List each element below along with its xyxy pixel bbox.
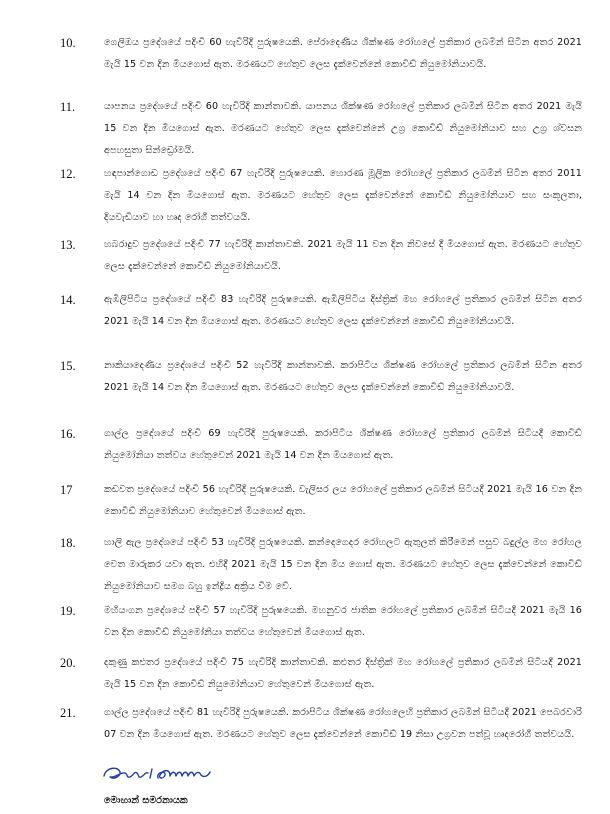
item-number: 11. xyxy=(60,100,76,114)
item-number: 19. xyxy=(60,604,76,618)
handwritten-signature xyxy=(100,762,230,788)
item-text: මහියංගන ප්‍රදේශයේ පදිංචි 57 හැවිරිදි පුරුෂයෙකි. මහනුවර ජාතික රෝහලේ ප්‍රතිකාර ලබමින් සිටියදී 2021 මැයි 16 වන දින කොවිඩ් නියුමෝනියා තත්වය හේතුවෙන් මියගොස් ඇත. xyxy=(104,605,582,638)
item-number: 14. xyxy=(60,293,76,307)
item-number: 16. xyxy=(60,427,76,441)
item-text: හාලි ඇල ප්‍රදේශයේ පදිංචි 53 හැවිරිදි පුරුෂයෙකි. කන්දෙගෙදර රෝහලට ඇතුලත් කිරීමෙන් පසුව බදුල්ල මහ රෝහල වෙත මාරුකර යවා ඇත. එහිදී 2021 මැයි 15 වන දින මිය ගොස් ඇත. මරණයට හේතුව ලෙස දැක්වෙන්නේ කොවිඩ් නියුමෝනියාව සමග බහු ඉන්ද්‍රිය අක්‍රිය වීම වේ. xyxy=(104,537,582,592)
item-number: 18. xyxy=(60,536,76,550)
item-text: කඩවත ප්‍රදේශයේ පදිංචි 56 හැවිරිදි පුරුෂයෙකි. වැලිසර ලය රෝහලේ ප්‍රතිකාර ලබමින් සිටියදී 2021 මැයි 16 වන දින කොවිඩ් නියුමෝනියාව හේතුවෙන් මියගොස් ඇත. xyxy=(104,484,582,517)
item-number: 17 xyxy=(60,483,73,497)
item-text: ගෙලිඔය ප්‍රදේශයේ පදිංචි 60 හැවිරිදි පුරුෂයෙකි. පේරාදෙණිය ශික්ෂණ රෝහලේ ප්‍රතිකාර ලබමින් සිටින අතර 2021 මැයි 15 වන දින මියගොස් ඇත. මරණයට හේතුව ලෙස දැක්වෙන්නේ කොවිඩ් නියුමෝනියාවයි. xyxy=(104,37,582,70)
item-text: ගාල්ල ප්‍රදේශයේ පදිංචි 81 හැවිරිදි පුරුෂයෙකි. කරාපිටිය ශික්ෂණ රෝහලෙහි ප්‍රතිකාර ලබමින් සිටියදී 2021 පෙබරවාරි 07 වන දින මියගොස් ඇත. මරණයට හේතුව ලෙස දැක්වෙන්නේ කොවිඩ් 19 නිසා උග්‍රවන පත්වූ හෘදරෝගී තත්වයයි. xyxy=(104,707,582,740)
item-text: යාපනය ප්‍රදේශයේ පදිංචි 60 හැවිරිදි කාන්තාවකි. යාපනය ශික්ෂණ රෝහලේ ප්‍රතිකාර ලබමින් සිටින අතර 2021 මැයි 15 වන දින මියගොස් ඇත. මරණයට හේතුව ලෙස දැක්වෙන්නේ උග්‍ර කොවිඩ් නියුමෝනියාව සහ උග්‍ර ශ්වසන අපහසුතා සින්ඩ්‍රෝමයි. xyxy=(104,101,582,156)
signature-scribble xyxy=(100,762,230,788)
item-text: හබරාදුව ප්‍රදේශයේ පදිංචි 77 හැවිරිදි කාන්තාවකි. 2021 මැයි 11 වන දින නිවසේ දී මියගොස් ඇත. මරණයට හේතුව ලෙස දැක්වෙන්නේ කොවිඩ් නියුමෝනියාවයි. xyxy=(104,239,582,272)
item-text: හඳපාන්ගොඩ ප්‍රදේශයේ පදිංචි 67 හැවිරිදි පුරුෂයෙකි. හොරණ මූලික රෝහලේ ප්‍රතිකාර ලබමින් සිටින අතර 2011 මැයි 14 වන දින මියගොස් ඇත. මරණයට හේතුව ලෙස දැක්වෙන්නේ කොවිඩ් නියුමෝනියාව සහ සංකූලතා, දියවැඩියාව හා හෘද රෝගී තත්වයයි. xyxy=(104,168,582,223)
item-number: 21. xyxy=(60,706,76,720)
item-text: ගාල්ල ප්‍රදේශයේ පදිංචි 69 හැවිරිදි පුරුෂයෙකි. කරාපිටිය ශික්ෂණ රෝහලේ ප්‍රතිකාර ලබමින් සිටියදී කොවිඩ් නියුමෝනියා තත්වය හේතුවෙන් 2021 මැයි 14 වන දින මියගොස් ඇත. xyxy=(104,428,582,461)
signer-name: මොහාන් සමරනායක xyxy=(104,795,188,806)
item-number: 13. xyxy=(60,238,76,252)
item-text: ඇඹිලිපිටිය ප්‍රදේශයේ පදිංචි 83 හැවිරිදි පුරුෂයෙකි. ඇඹිලිපිටිය දිස්ත්‍රික් මහ රෝහලේ ප්‍රතිකාර ලබමින් සිටින අතර 2021 මැයි 14 වන දින මියගොස් ඇත. මරණයට හේතුව ලෙස දැක්වෙන්නේ කොවිඩ් නියුමෝනියාවයි. xyxy=(104,294,582,327)
item-number: 20. xyxy=(60,656,76,670)
item-text: නාකියාදෙණිය ප්‍රදේශයේ පදිංචි 52 හැවිරිදි කාන්තාවකි. කරාපිටිය ශික්ෂණ රෝහලේ ප්‍රතිකාර ලබමින් සිටින අතර 2021 මැයි 14 වන දින මියගොස් ඇත. මරණයට හේතුව ලෙස දැක්වෙන්නේ කොවිඩ් නියුමෝනියාවයි. xyxy=(104,360,582,393)
item-number: 12. xyxy=(60,167,76,181)
item-number: 15. xyxy=(60,359,76,373)
item-text: දකුණු කළුතර ප්‍රදේශයේ පදිංචි 75 හැවිරිදි කාන්තාවකි. කළුතර දිස්ත්‍රික් මහ රෝහලේ ප්‍රතිකාර ලබමින් සිටියදී 2021 මැයි 15 වන දින කොවිඩ් නියුමෝනියාව හේතුවෙන් මියගොස් ඇත. xyxy=(104,657,582,690)
item-number: 10. xyxy=(60,36,76,50)
